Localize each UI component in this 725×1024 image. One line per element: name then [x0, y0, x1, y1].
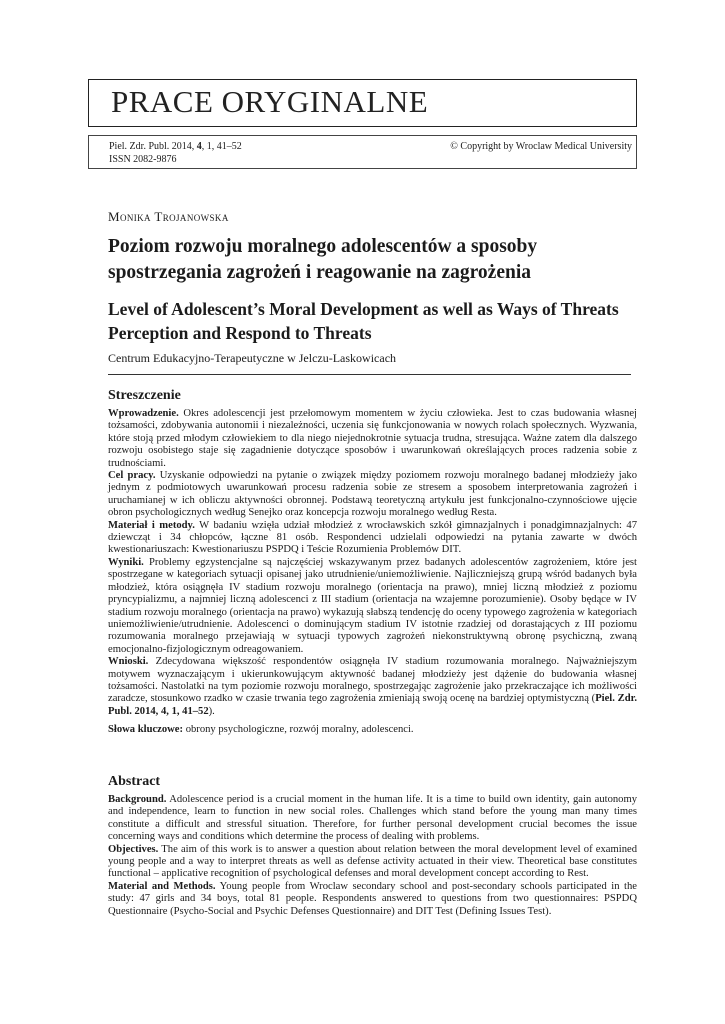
- header-divider: [108, 374, 631, 375]
- paragraph-label: Wnioski.: [108, 656, 149, 668]
- section-banner-title: PRACE ORYGINALNE: [111, 84, 429, 119]
- paragraph-label: Material and Methods.: [108, 880, 216, 892]
- paragraph-label: Wprowadzenie.: [108, 408, 179, 419]
- journal-meta-box: [88, 135, 637, 169]
- paragraph-text: W badaniu wzięła udział młodzież z wrocławskich szkół gimnazjalnych i ponadgimnazjalnych: 47 dziewcząt i 34 chłopców, łączne 81 osób. Respondenci udzielali odpowiedzi na pytania zawarte w dwóch kwestionariuszach: Kwestionariuszu PSPDQ i Teście Rozumienia Problemów DIT.: [108, 519, 638, 556]
- streszczenie-paragraph: [108, 408, 637, 470]
- article-title-polish: Poziom rozwoju moralnego adolescentów a sposoby spostrzegania zagrożeń i reagowanie na zagrożenia: [108, 236, 538, 283]
- streszczenie-paragraph: [108, 470, 637, 520]
- journal-ref-suffix: , 1, 41–52: [201, 141, 242, 152]
- paragraph-text: Young people from Wroclaw secondary school and post-secondary schools participated in the study: 47 girls and 34 boys, total 81 people. Respondents answered to questions from two questionnaires: PSPDQ Questionnaire (Psycho-Social and Psychic Defenses Questionnaire) and DIT Test (Defining Issues Test).: [108, 880, 637, 917]
- article-title-english: Level of Adolescent’s Moral Development as well as Ways of Threats Perception and Respond to Threats: [108, 299, 619, 343]
- paragraph-label: Wyniki.: [108, 556, 144, 568]
- citation: Piel. Zdr. Publ. 2014, 4, 1, 41–52: [108, 693, 637, 717]
- abstract-heading: Abstract: [108, 774, 161, 789]
- abstract-paragraph: [108, 794, 637, 844]
- author-name: Monika Trojanowska: [108, 209, 229, 224]
- abstract-paragraph: [108, 844, 637, 881]
- journal-reference: [109, 140, 242, 166]
- abstract-paragraph: [108, 881, 637, 918]
- copyright-notice: © Copyright by Wroclaw Medical University: [450, 141, 632, 152]
- paragraph-text-end: ).: [208, 705, 215, 717]
- journal-volume: 4: [196, 141, 202, 152]
- journal-ref-prefix: Piel. Zdr. Publ. 2014,: [109, 141, 197, 152]
- keywords-line: [108, 724, 637, 736]
- paragraph-text: Problemy egzystencjalne są najczęściej wskazywanym przez badanych adolescentów zagrożeniem, które jest spostrzegane w kategoriach sytuacji opisanej jako utrudnienie/uniemożliwienie. Najliczniejszą grupą wśród badanych była młodzież, która osiągnęła IV stadium rozwoju moralnego (orientacja na prawo), mniej liczną młodzież z poziomu pryncypializmu, a najmniej liczną adolescenci z III stadium (orientacja na wzajemne porozumienie). Osoby będące w IV stadium rozwoju moralnego (orientacja na prawo) wykazują słabszą tendencję do oceny typowego zagrożenia w kategoriach uniemożliwienie/utrudnienie. Adolescenci o dominującym stadium IV istotnie rzadziej od dorastających z III poziomu rozumowania moralnego przejawiają w sytuacji typowych zagrożeń niekonstruktywną obronę psychiczną, zwaną emocjonalno-fizjologicznym odreagowaniem.: [108, 556, 637, 655]
- streszczenie-paragraph: [108, 520, 637, 557]
- paragraph-label: Materiał i metody.: [108, 519, 195, 531]
- streszczenie-paragraph: [108, 557, 637, 656]
- paragraph-text: Zdecydowana większość respondentów osiągnęła IV stadium rozumowania moralnego. Najważniejszym motywem wyznaczającym i ukierunkowującym aktywność badanej młodzieży jest dążenie do budowania własnej tożsamości. Nastolatki na tym poziomie rozwoju moralnego, spostrzegając zagrożenie jako przekraczające ich możliwości zaradcze, stosunkowo rzadko w czasie trwania tego zagrożenia zmieniają swoją ocenę na bardziej optymistyczną (: [108, 656, 637, 705]
- author-affiliation: Centrum Edukacyjno-Terapeutyczne w Jelczu-Laskowicach: [108, 351, 397, 365]
- keywords-label: Słowa kluczowe:: [108, 724, 184, 736]
- paragraph-label: Background.: [108, 794, 167, 805]
- paragraph-label: Cel pracy.: [108, 470, 156, 482]
- abstract-section: [108, 774, 637, 918]
- streszczenie-heading: Streszczenie: [108, 388, 181, 403]
- paragraph-text: Okres adolescencji jest przełomowym momentem w życiu człowieka. Jest to czas budowania własnej tożsamości, zdobywania autonomii i niezależności, uczenia się funkcjonowania w nowych rolach społecznych. Wyzwania, które stoją przed młodym człowiekiem to dla niego niejednokrotnie sytuacja trudna, stresująca. Ważne zatem dla dalszego rozwoju osobistego staje się zagadnienie dotyczące sposobów i uwarunkowań określających proces radzenia sobie z trudnościami.: [108, 408, 637, 469]
- paragraph-label: Objectives.: [108, 843, 159, 855]
- section-banner: [88, 79, 637, 127]
- journal-issn: ISSN 2082-9876: [109, 154, 177, 165]
- keywords-text: obrony psychologiczne, rozwój moralny, adolescenci.: [183, 724, 414, 736]
- streszczenie-section: [108, 388, 637, 737]
- paragraph-text: The aim of this work is to answer a question about relation between the moral development level of examined young people and a way to interpret threats as well as defense activity actuated in their view. Theoretical base constitutes functional – applicative recognition of psychological defenses and moral development concept according to Rest.: [108, 843, 637, 880]
- streszczenie-paragraph: [108, 656, 637, 718]
- paragraph-text: Adolescence period is a crucial moment in the human life. It is a time to build own identity, gain autonomy and independence, learn to function in new social roles. Challenges which stand before the young man many times constitute a difficult and stressful situation. Therefore, for further personal development crucial becomes the issue concerning ways and conditions which determine the process of dealing with problems.: [108, 794, 637, 843]
- paragraph-text: Uzyskanie odpowiedzi na pytanie o związek między poziomem rozwoju moralnego badanej młodzieży jako jednym z podmiotowych uwarunkowań procesu radzenia sobie ze stresem a sposobem interpretowania zagrożeń i uruchamianej w ich obliczu aktywności obronnej. Podstawą teoretyczną artykułu jest funkcjonalno-czynnościowe ujęcie obron psychologicznych według Senejko oraz koncepcja rozwoju moralnego według Resta.: [108, 470, 637, 519]
